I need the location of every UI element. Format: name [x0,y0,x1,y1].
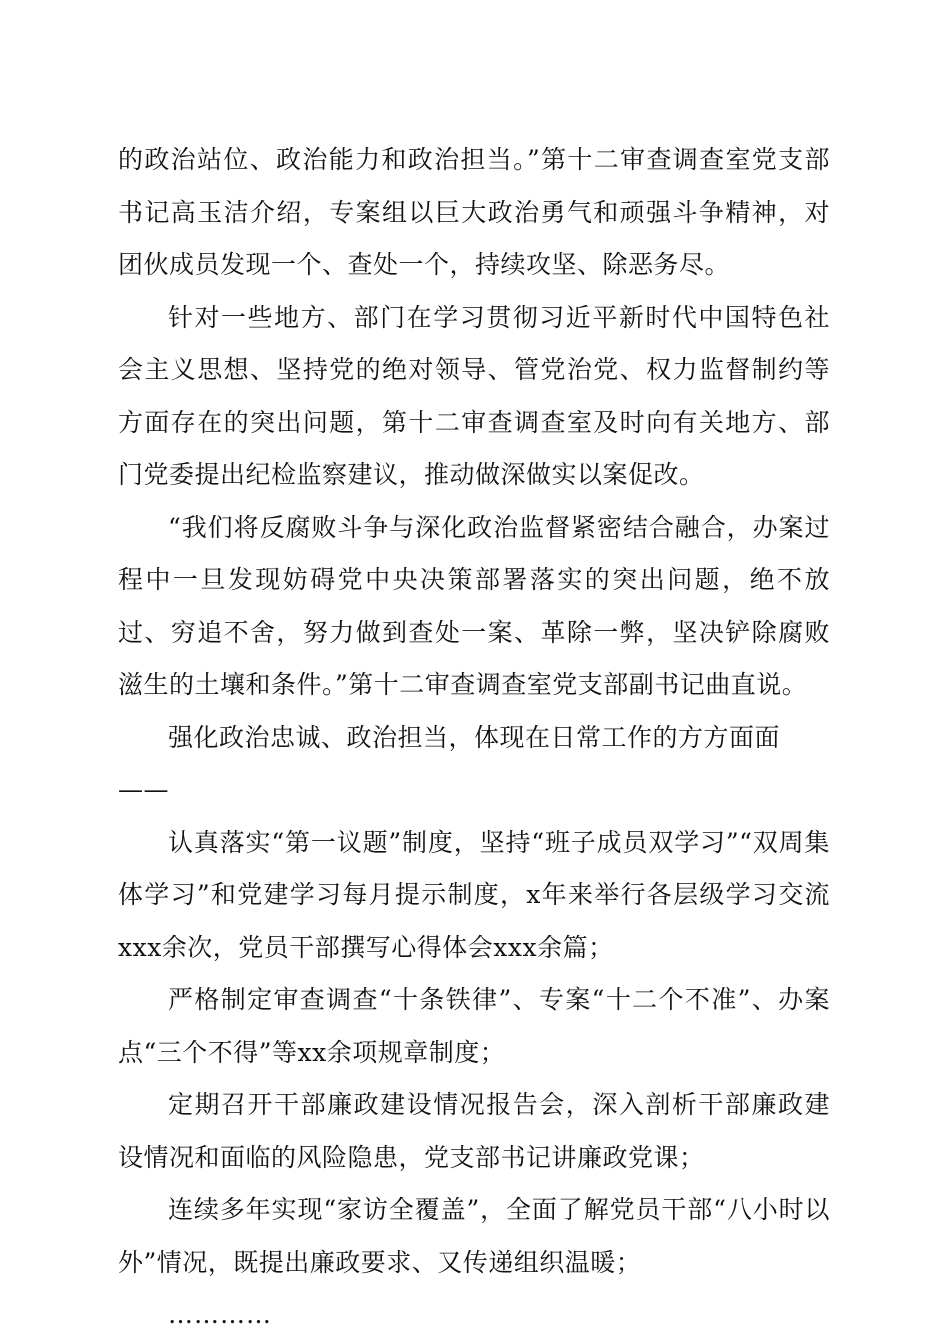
paragraph-integrity-meeting: 定期召开干部廉政建设情况报告会，深入剖析干部廉政建设情况和面临的风险隐患，党支部书记讲廉政党课； [118,1090,830,1172]
paragraph-ellipsis: ………… [168,1300,272,1329]
paragraph-dash: —— [118,775,169,804]
paragraph-continuation: 的政治站位、政治能力和政治担当。”第十二审查调查室党支部书记高玉洁介绍，专案组以巨大政治勇气和顽强斗争精神，对团伙成员发现一个、查处一个，持续攻坚、除恶务尽。 [118,145,830,279]
paragraph-suggestions: 针对一些地方、部门在学习贯彻习近平新时代中国特色社会主义思想、坚持党的绝对领导、管党治党、权力监督制约等方面存在的突出问题，第十二审查调查室及时向有关地方、部门党委提出纪检监察建议，推动做深做实以案促改。 [118,302,830,489]
paragraph-heading-line: 强化政治忠诚、政治担当，体现在日常工作的方方面面 [168,722,781,752]
paragraph-study-system: 认真落实“第一议题”制度，坚持“班子成员双学习”“双周集体学习”和党建学习每月提示制度，x年来举行各层级学习交流xxx余次，党员干部撰写心得体会xxx余篇； [118,827,830,962]
paragraph-home-visits: 连续多年实现“家访全覆盖”，全面了解党员干部“八小时以外”情况，既提出廉政要求、又传递组织温暖； [118,1195,830,1277]
document-body [118,134,830,1342]
paragraph-rules: 严格制定审查调查“十条铁律”、专案“十二个不准”、办案点“三个不得”等xx余项规章制度； [118,985,830,1067]
paragraph-quote: “我们将反腐败斗争与深化政治监督紧密结合融合，办案过程中一旦发现妨碍党中央决策部署落实的突出问题，绝不放过、穷追不舍，努力做到查处一案、革除一弊，坚决铲除腐败滋生的土壤和条件。”第十二审查调查室党支部副书记曲直说。 [118,512,830,699]
